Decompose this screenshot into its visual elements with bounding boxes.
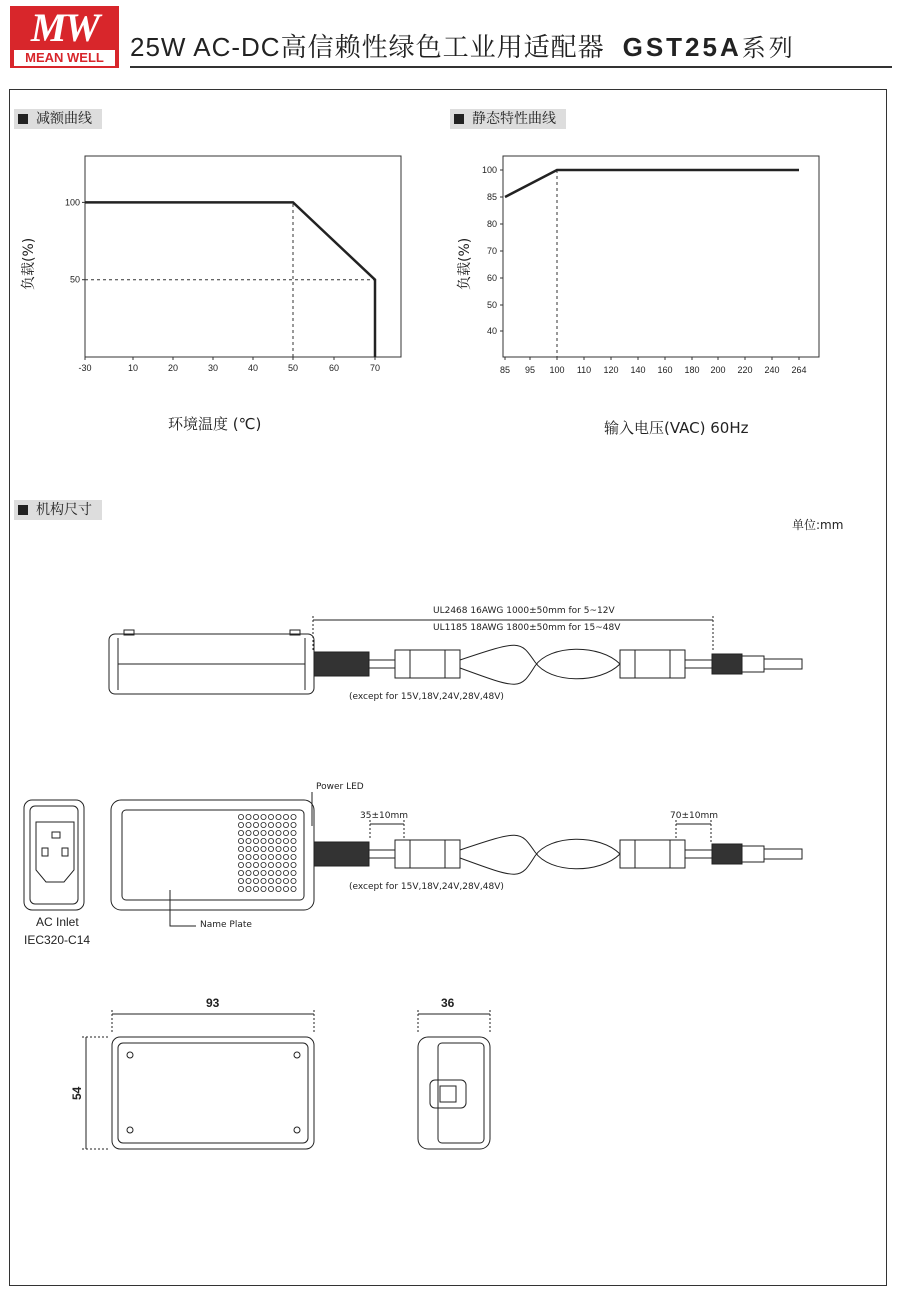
vent-hole [253,870,258,875]
vent-hole [238,822,243,827]
logo-name: MEAN WELL [14,50,115,66]
vent-hole [246,886,251,891]
width-dim: 93 [206,996,220,1010]
vent-hole [246,878,251,883]
vent-hole [268,822,273,827]
vent-hole [276,846,281,851]
vent-hole [246,814,251,819]
vent-hole [261,862,266,867]
vent-hole [268,854,273,859]
depth-dim: 36 [441,996,455,1010]
vent-hole [238,878,243,883]
vent-hole [268,870,273,875]
derating-x-tick-label: -30 [78,363,92,373]
vent-hole [246,838,251,843]
vent-hole [238,870,243,875]
static-x-tick-label: 264 [791,365,807,375]
vent-hole [283,862,288,867]
vent-hole [261,878,266,883]
vent-hole [261,830,266,835]
vent-hole [283,870,288,875]
vent-hole [261,886,266,891]
static-y-tick-label: 85 [486,192,497,202]
section-mechanical: 机构尺寸 [14,500,102,520]
derating-x-tick-label: 50 [287,363,299,373]
vent-hole [283,822,288,827]
derating-x-tick-label: 10 [127,363,139,373]
vent-hole [268,846,273,851]
static-xlabel: 输入电压(VAC) 60Hz [604,419,749,437]
static-x-tick-label: 85 [499,365,511,375]
vent-hole [238,814,243,819]
vent-hole [291,830,296,835]
vent-hole [283,814,288,819]
adapter-end-view [418,1010,490,1149]
derating-x-tick-label: 60 [328,363,340,373]
title-suffix: 系列 [741,34,796,62]
vent-hole [276,838,281,843]
vent-hole [268,862,273,867]
static-y-tick-label: 80 [486,219,497,229]
vent-hole [283,854,288,859]
vent-hole [238,854,243,859]
vent-hole [276,886,281,891]
vent-hole [253,854,258,859]
static-y-tick-label: 60 [486,273,497,283]
static-x-tick-label: 100 [549,365,565,375]
cable-spec-1: UL2468 16AWG 1000±50mm for 5~12V [433,606,615,616]
vent-hole [261,870,266,875]
static-y-tick-label: 100 [481,165,497,175]
static-x-tick-label: 110 [576,365,592,375]
vent-hole [291,854,296,859]
vent-hole [253,862,258,867]
iec-label: IEC320-C14 [24,933,91,947]
vent-hole [283,838,288,843]
adapter-side-view-1 [109,616,802,694]
vent-hole [276,854,281,859]
vent-hole [238,886,243,891]
vent-hole [291,862,296,867]
vent-hole [238,838,243,843]
logo-mark: MW [30,5,99,50]
vent-hole [253,830,258,835]
vent-hole [246,830,251,835]
vent-hole [283,886,288,891]
vent-hole [246,822,251,827]
vent-hole [276,870,281,875]
vent-hole [253,814,258,819]
static-x-tick-label: 120 [603,365,619,375]
dim-70-label: 70±10mm [670,811,718,821]
derating-x-tick-label: 20 [167,363,179,373]
section-derating: 减额曲线 [14,109,102,129]
derating-xlabel: 环境温度 (℃) [168,415,262,433]
static-x-tick-label: 140 [630,365,646,375]
height-dim: 54 [70,1086,84,1100]
static-ylabel: 负载(%) [457,237,473,290]
vent-hole [268,838,273,843]
power-led-label: Power LED [316,782,364,792]
vent-hole [238,830,243,835]
vent-hole [283,878,288,883]
vent-hole [291,846,296,851]
vent-hole [276,878,281,883]
vent-hole [291,814,296,819]
ac-inlet-view [24,800,84,910]
vent-hole [268,830,273,835]
vent-hole [261,854,266,859]
vent-hole [261,822,266,827]
static-y-tick-label: 70 [486,246,497,256]
vent-hole [276,814,281,819]
vent-hole [291,838,296,843]
vent-hole [253,838,258,843]
vent-hole [253,822,258,827]
title-series: GST25A [622,32,742,62]
derating-x-tick-label: 40 [247,363,259,373]
adapter-side-view-2 [111,792,802,926]
vent-hole [261,846,266,851]
vent-hole [283,830,288,835]
derating-y-tick-label: 50 [69,274,80,285]
static-x-tick-label: 240 [764,365,780,375]
vent-grid [238,814,296,891]
static-x-tick-label: 200 [710,365,726,375]
vent-hole [261,838,266,843]
name-plate-label: Name Plate [200,920,252,930]
derating-ylabel: 负载(%) [21,237,37,290]
vent-hole [291,886,296,891]
vent-hole [276,862,281,867]
vent-hole [253,886,258,891]
static-x-tick-label: 220 [737,365,753,375]
section-static: 静态特性曲线 [450,109,566,129]
derating-x-tick-label: 70 [369,363,381,373]
dim-35-label: 35±10mm [360,811,408,821]
vent-hole [268,878,273,883]
vent-hole [261,814,266,819]
static-x-tick-label: 95 [524,365,536,375]
vent-hole [246,846,251,851]
vent-hole [268,886,273,891]
vent-hole [291,878,296,883]
adapter-bottom-view [82,1010,314,1149]
ferrite-note-2: (except for 15V,18V,24V,28V,48V) [349,882,504,892]
static-y-tick-label: 40 [486,326,497,336]
ferrite-note: (except for 15V,18V,24V,28V,48V) [349,692,504,702]
title-main: 25W AC-DC高信赖性绿色工业用适配器 [130,32,605,62]
static-y-tick-label: 50 [486,300,497,310]
vent-hole [246,870,251,875]
derating-x-tick-label: 30 [207,363,219,373]
cable-spec-2: UL1185 18AWG 1800±50mm for 15~48V [433,623,621,633]
static-x-tick-label: 180 [684,365,700,375]
vent-hole [291,870,296,875]
vent-hole [291,822,296,827]
vent-hole [276,830,281,835]
derating-y-tick-label: 100 [64,197,80,208]
unit-label: 单位:mm [792,518,844,532]
vent-hole [238,846,243,851]
vent-hole [246,854,251,859]
vent-hole [268,814,273,819]
vent-hole [276,822,281,827]
vent-hole [253,878,258,883]
vent-hole [283,846,288,851]
vent-hole [253,846,258,851]
vent-hole [238,862,243,867]
static-x-tick-label: 160 [657,365,673,375]
ac-inlet-label: AC Inlet [36,915,79,929]
vent-hole [246,862,251,867]
